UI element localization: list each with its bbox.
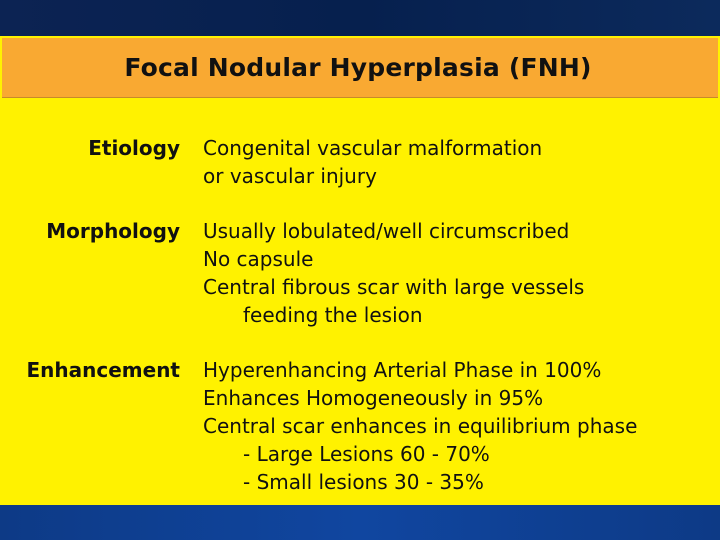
section-line: Central fibrous scar with large vessels [203,275,585,299]
top-border [0,0,720,36]
section-line: Enhances Homogeneously in 95% [203,386,544,410]
section-label: Etiology [88,136,180,160]
section-line: - Small lesions 30 - 35% [243,470,484,494]
section-line: No capsule [203,247,314,271]
slide-panel [0,36,720,505]
section-line: - Large Lesions 60 - 70% [243,442,490,466]
section-line: Central scar enhances in equilibrium phase [203,414,638,438]
section-line: or vascular injury [203,164,377,188]
section-label: Enhancement [26,358,180,382]
section-line: Congenital vascular malformation [203,136,543,160]
section-lines [203,356,637,496]
section-line: Usually lobulated/well circumscribed [203,219,570,243]
section-label: Morphology [46,219,180,243]
bottom-border [0,505,720,540]
section-lines [203,217,584,329]
section-line: feeding the lesion [243,303,423,327]
section-lines [203,134,542,190]
title-bar [2,38,718,98]
slide-title: Focal Nodular Hyperplasia (FNH) [124,53,592,82]
section-line: Hyperenhancing Arterial Phase in 100% [203,358,602,382]
